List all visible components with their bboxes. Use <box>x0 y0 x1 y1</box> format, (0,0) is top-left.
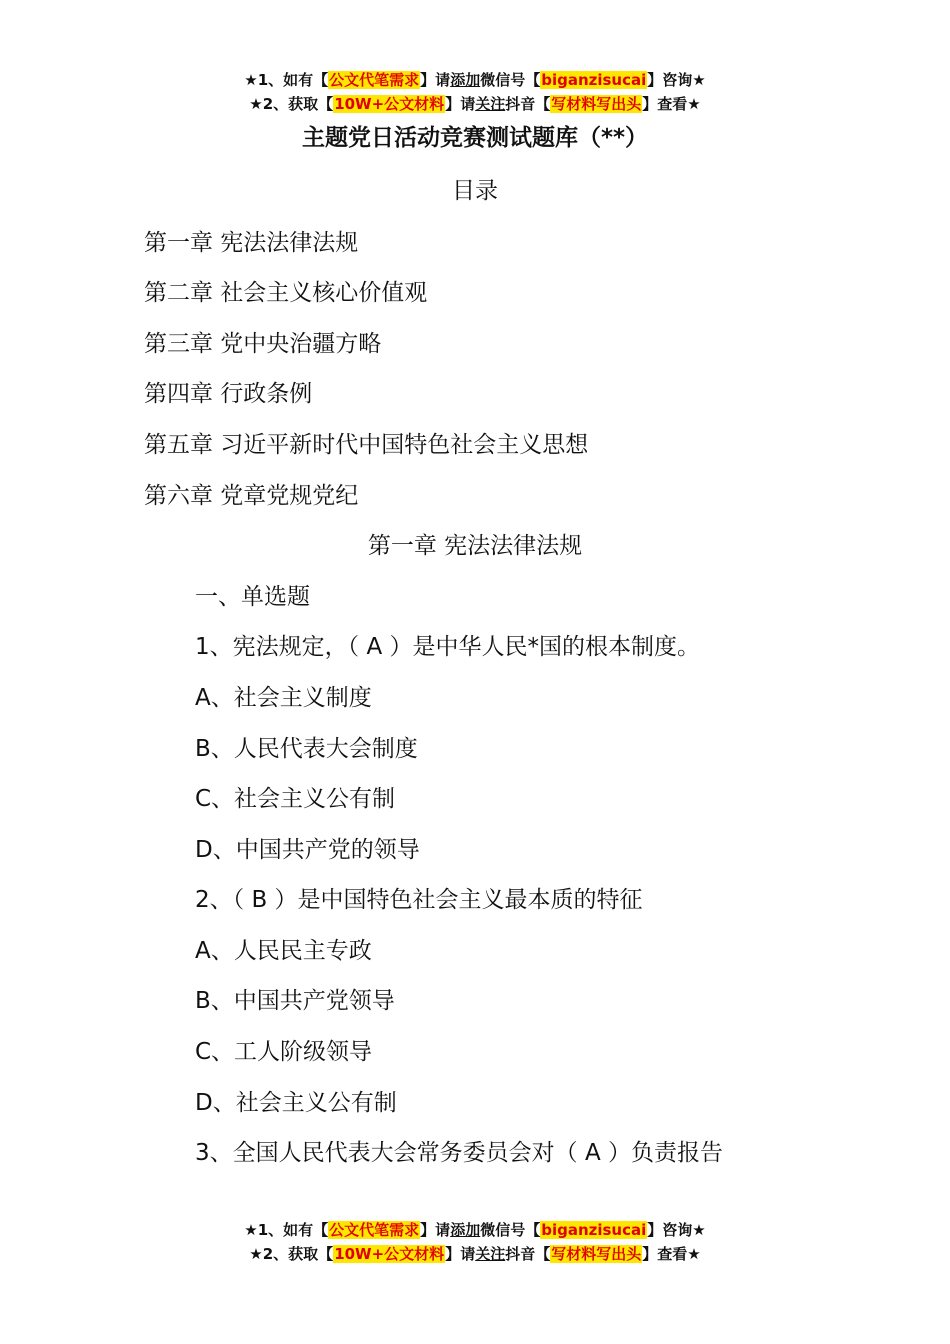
question-option: A、社会主义制度 <box>195 685 372 711</box>
banner-text: 】请 <box>420 71 451 89</box>
banner-text: 】查看★ <box>642 95 701 113</box>
banner-text: 】咨询★ <box>647 1221 706 1239</box>
question-stem: 1、宪法规定，（ A ）是中华人民*国的根本制度。 <box>195 634 700 660</box>
banner-text: 微信号【 <box>480 1221 541 1239</box>
banner-text: ★2、获取【 <box>249 95 334 113</box>
banner-text: ★2、获取【 <box>249 1245 334 1263</box>
question-option: A、人民民主专政 <box>195 938 372 964</box>
banner-highlight: 10W+公文材料 <box>334 95 445 113</box>
banner-text: ★1、如有【 <box>244 71 329 89</box>
banner-text: 】请 <box>445 95 476 113</box>
banner-underlined: 添加 <box>450 71 481 89</box>
banner-text: 抖音【 <box>505 95 551 113</box>
banner-underlined: 关注 <box>475 1245 506 1263</box>
toc-item[interactable]: 第二章 社会主义核心价值观 <box>144 280 428 306</box>
banner-text: 】咨询★ <box>647 71 706 89</box>
question-option: B、中国共产党领导 <box>195 988 395 1014</box>
question-option: C、社会主义公有制 <box>195 786 396 812</box>
banner-text: 微信号【 <box>480 71 541 89</box>
banner-highlight: 公文代笔需求 <box>329 71 420 89</box>
toc-item[interactable]: 第三章 党中央治疆方略 <box>144 331 382 357</box>
banner-line-2 <box>0 92 950 116</box>
banner-highlight: biganzisucai <box>541 1221 647 1239</box>
question-option: C、工人阶级领导 <box>195 1039 373 1065</box>
banner-text: 】查看★ <box>642 1245 701 1263</box>
toc-item[interactable]: 第六章 党章党规党纪 <box>144 483 359 509</box>
banner-text: 】请 <box>420 1221 451 1239</box>
header-banner <box>0 68 950 116</box>
footer-banner <box>0 1218 950 1266</box>
banner-line-1 <box>0 1218 950 1242</box>
banner-underlined: 添加 <box>450 1221 481 1239</box>
banner-highlight: 10W+公文材料 <box>334 1245 445 1263</box>
question-option: D、中国共产党的领导 <box>195 837 420 863</box>
document-title: 主题党日活动竞赛测试题库（**） <box>301 125 649 151</box>
banner-highlight: 写材料写出头 <box>551 1245 642 1263</box>
banner-text: 】请 <box>445 1245 476 1263</box>
banner-highlight: 公文代笔需求 <box>329 1221 420 1239</box>
question-option: B、人民代表大会制度 <box>195 736 418 762</box>
banner-line-1 <box>0 68 950 92</box>
banner-underlined: 关注 <box>475 95 506 113</box>
banner-text: 抖音【 <box>505 1245 551 1263</box>
question-stem: 3、全国人民代表大会常务委员会对（ A ）负责报告 <box>195 1140 723 1166</box>
banner-line-2 <box>0 1242 950 1266</box>
question-stem: 2、（ B ）是中国特色社会主义最本质的特征 <box>195 887 643 913</box>
banner-text: ★1、如有【 <box>244 1221 329 1239</box>
banner-highlight: 写材料写出头 <box>551 95 642 113</box>
question-option: D、社会主义公有制 <box>195 1090 397 1116</box>
section-heading: 一、单选题 <box>195 584 310 610</box>
toc-item[interactable]: 第四章 行政条例 <box>144 381 313 407</box>
toc-item[interactable]: 第五章 习近平新时代中国特色社会主义思想 <box>144 432 589 458</box>
toc-title: 目录 <box>452 178 498 204</box>
toc-item[interactable]: 第一章 宪法法律法规 <box>144 230 359 256</box>
banner-highlight: biganzisucai <box>541 71 647 89</box>
chapter-heading: 第一章 宪法法律法规 <box>367 533 583 559</box>
